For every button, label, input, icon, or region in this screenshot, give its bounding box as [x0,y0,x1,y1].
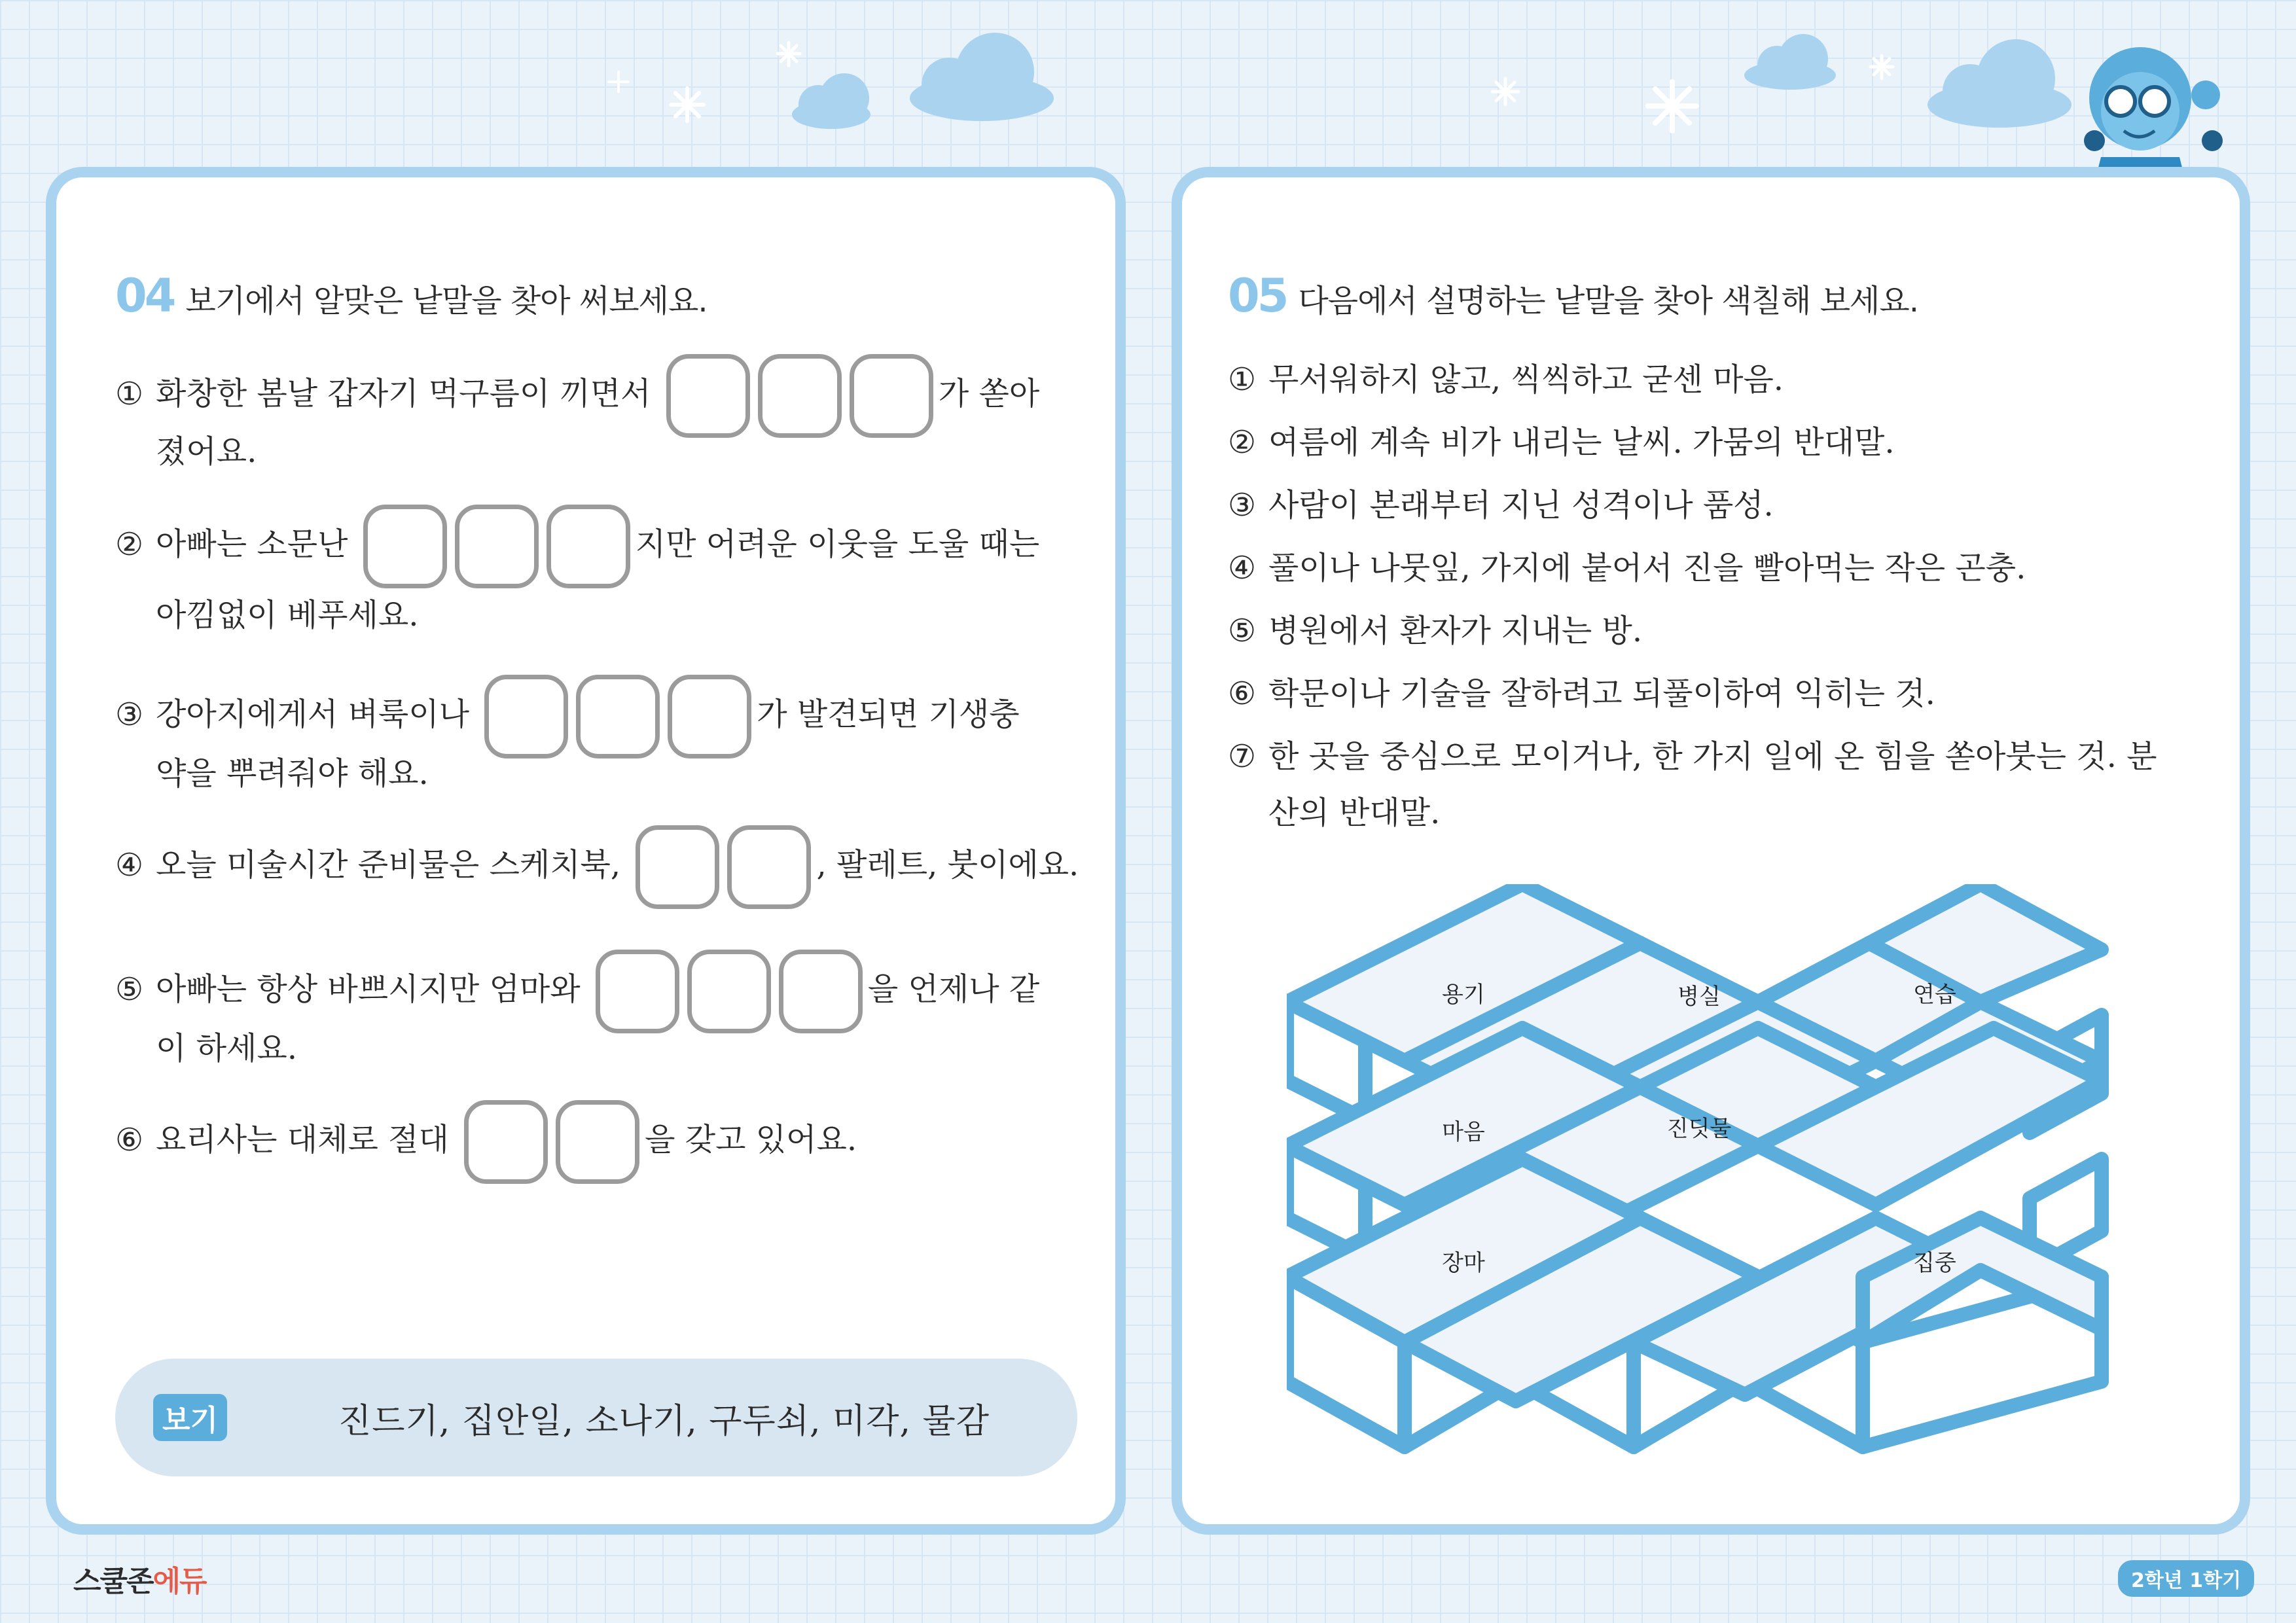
question-title: 보기에서 알맞은 낱말을 찾아 써보세요. [185,283,708,319]
question-title: 다음에서 설명하는 낱말을 찾아 색칠해 보세요. [1298,283,1918,319]
clue-text: 풀이나 나뭇잎, 가지에 붙어서 진을 빨아먹는 작은 곤충. [1268,550,2026,586]
logo-text: 스쿨존 [73,1565,153,1598]
item-number: ⑤ [115,971,144,1008]
answer-box[interactable] [596,950,679,1033]
clue-text: 학문이나 기술을 잘하려고 되풀이하여 익히는 것. [1268,675,1935,712]
sentence-after: , 팔레트, 붓이에요. [816,846,1079,883]
q04-item-5-continued: 이 하세요. [156,1030,297,1067]
answer-box[interactable] [668,675,751,758]
word-bank-tag: 보기 [153,1394,227,1441]
item-number: ④ [115,846,144,883]
clue-number: ④ [1228,550,1257,586]
answer-boxes[interactable] [363,505,630,588]
answer-box[interactable] [850,354,933,438]
word-label-byeongsil: 병실 [1677,984,1721,1010]
q04-item-4 [115,825,1079,909]
clue-text: 여름에 계속 비가 내리는 날씨. 가뭄의 반대말. [1268,424,1895,461]
snowflake-icon [1492,79,1518,105]
word-label-jindinmul: 진딧물 [1666,1116,1732,1142]
q04-item-3-continued: 약을 뿌려줘야 해요. [156,755,429,792]
cloud-icon [792,73,870,129]
q04-item-2 [115,505,1039,588]
sentence-before: 강아지에게서 벼룩이나 [156,696,469,733]
sentence-before: 요리사는 대체로 절대 [156,1121,449,1158]
word-label-yonggi: 용기 [1442,982,1485,1008]
clue-text: 병원에서 환자가 지내는 방. [1268,613,1643,649]
q04-item-1-continued: 졌어요. [156,433,257,470]
q05-clue-2 [1228,417,1895,462]
sentence-after: 가 쏟아 [938,375,1040,412]
sentence-after: 지만 어려운 이웃을 도울 때는 [635,526,1040,563]
answer-box[interactable] [636,825,719,909]
question-05-panel [1172,167,2250,1535]
q05-clue-1 [1228,354,1784,399]
brick-puzzle [1287,884,2125,1473]
question-number: 04 [115,269,174,323]
clue-number: ① [1228,361,1257,398]
q05-clue-7-continued: 산의 반대말. [1268,794,1441,831]
word-label-yeonseup: 연습 [1913,982,1956,1008]
q04-item-3 [115,675,1020,758]
snowflake-icon [1648,82,1696,131]
sentence-before: 오늘 미술시간 준비물은 스케치북, [156,846,621,883]
answer-box[interactable] [484,675,568,758]
answer-box[interactable] [547,505,630,588]
answer-box[interactable] [363,505,447,588]
clue-text: 사람이 본래부터 지닌 성격이나 품성. [1268,487,1774,524]
q04-item-6 [115,1100,857,1184]
clue-number: ② [1228,424,1257,461]
clue-number: ⑥ [1228,675,1257,712]
logo-accent-text: 에듀 [152,1565,206,1598]
answer-boxes[interactable] [484,675,751,758]
sentence-after: 을 언제나 같 [867,971,1040,1008]
clue-number: ⑦ [1228,738,1257,775]
snowflake-icon [671,88,704,121]
q04-item-1 [115,354,1039,438]
sentence-after: 가 발견되면 기생충 [757,696,1020,733]
item-number: ③ [115,696,144,733]
q05-clue-7 [1228,731,2157,776]
grade-badge: 2학년 1학기 [2118,1560,2254,1597]
answer-box[interactable] [464,1100,548,1184]
answer-box[interactable] [666,354,750,438]
q05-clue-5 [1228,605,1642,651]
clue-number: ⑤ [1228,613,1257,649]
answer-box[interactable] [687,950,771,1033]
sentence-before: 화창한 봄날 갑자기 먹구름이 끼면서 [156,375,651,412]
snowflake-icon [778,43,800,65]
q04-item-2-continued: 아낌없이 베푸세요. [156,597,419,633]
answer-box[interactable] [556,1100,639,1184]
sentence-before: 아빠는 항상 바쁘시지만 엄마와 [156,971,581,1008]
answer-box[interactable] [576,675,660,758]
word-label-maeum: 마음 [1442,1119,1485,1145]
answer-box[interactable] [779,950,863,1033]
sentence-before: 아빠는 소문난 [156,526,348,563]
item-number: ⑥ [115,1121,144,1158]
word-label-jangma: 장마 [1442,1250,1485,1276]
q05-clue-3 [1228,480,1774,525]
word-label-jipjung: 집중 [1913,1250,1956,1276]
item-number: ② [115,526,144,563]
item-number: ① [115,375,144,412]
sentence-after: 을 갖고 있어요. [645,1121,857,1158]
answer-box[interactable] [455,505,539,588]
q05-clue-4 [1228,543,2026,588]
question-number: 05 [1228,269,1287,323]
cloud-icon [910,33,1054,121]
cloud-icon [1744,34,1836,90]
snowflake-icon [1871,56,1893,79]
cloud-icon [1928,39,2072,128]
publisher-logo [73,1558,206,1599]
word-bank [115,1359,1077,1476]
answer-box[interactable] [758,354,842,438]
snowflake-icon [609,72,628,92]
clue-text: 무서워하지 않고, 씩씩하고 굳센 마음. [1268,361,1784,398]
word-bank-words: 진드기, 집안일, 소나기, 구두쇠, 미각, 물감 [338,1401,990,1441]
clue-text: 한 곳을 중심으로 모이거나, 한 가지 일에 온 힘을 쏟아붓는 것. 분 [1268,738,2157,775]
clue-number: ③ [1228,487,1257,524]
question-05-header [1228,269,1918,323]
question-04-header [115,269,708,323]
answer-boxes[interactable] [464,1100,639,1184]
q05-clue-6 [1228,668,1935,713]
question-04-panel [46,167,1126,1535]
answer-boxes[interactable] [596,950,863,1033]
answer-boxes[interactable] [636,825,811,909]
answer-box[interactable] [727,825,811,909]
q04-item-5 [115,950,1039,1033]
answer-boxes[interactable] [666,354,933,438]
